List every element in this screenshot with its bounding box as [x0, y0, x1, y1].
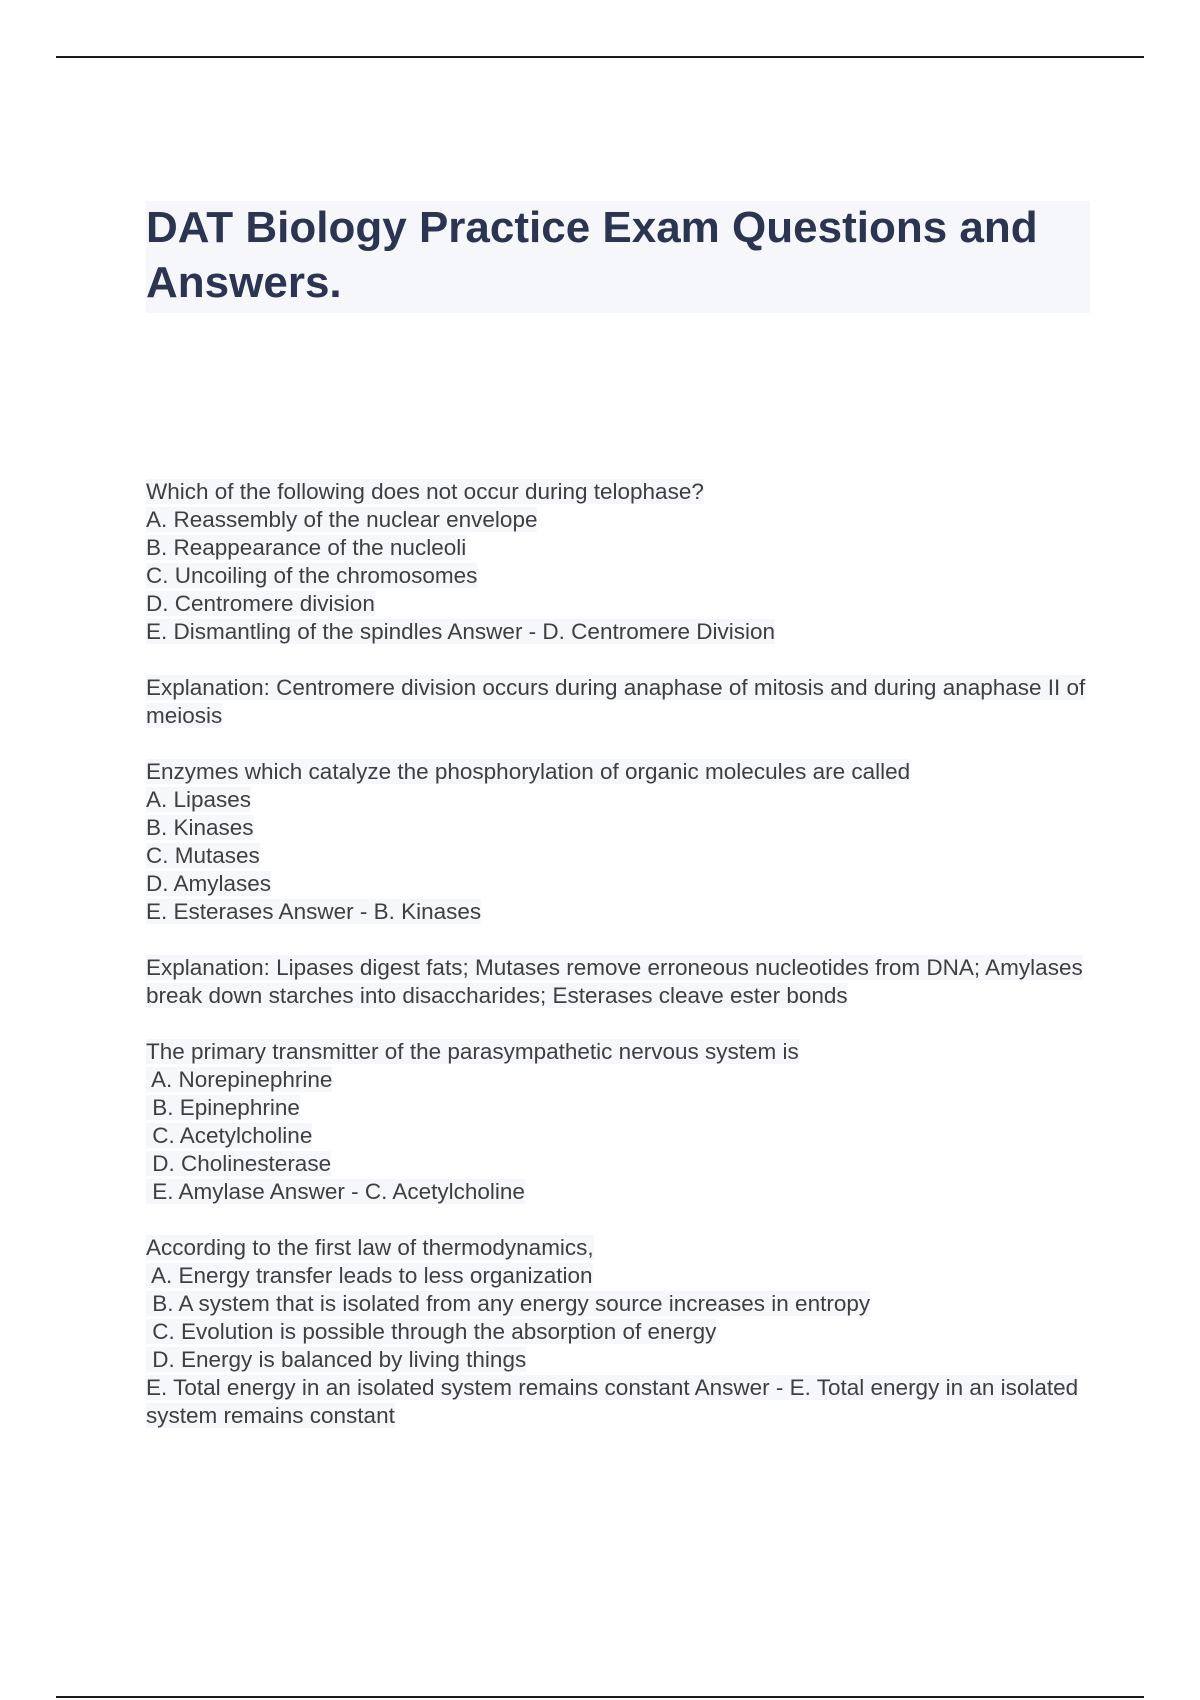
option-with-answer: E. Dismantling of the spindles Answer - D. Centromere Division: [146, 619, 776, 644]
option: B. A system that is isolated from any energy source increases in entropy: [146, 1291, 871, 1316]
option: C. Evolution is possible through the absorption of energy: [146, 1319, 717, 1344]
option: C. Uncoiling of the chromosomes: [146, 563, 478, 588]
top-rule: [56, 56, 1144, 58]
option: C. Acetylcholine: [146, 1123, 313, 1148]
question-text: Enzymes which catalyze the phosphorylation of organic molecules are called: [146, 759, 911, 784]
option: B. Epinephrine: [146, 1095, 300, 1120]
question-block: [146, 1038, 1086, 1206]
option: A. Norepinephrine: [146, 1067, 333, 1092]
question-text: The primary transmitter of the parasympathetic nervous system is: [146, 1039, 799, 1064]
bottom-rule: [56, 1696, 1144, 1698]
option: C. Mutases: [146, 843, 260, 868]
question-text: According to the first law of thermodynamics,: [146, 1235, 594, 1260]
option-with-answer: E. Esterases Answer - B. Kinases: [146, 899, 482, 924]
option-with-answer: E. Total energy in an isolated system remains constant Answer - E. Total energy in an isolated system remains constant: [146, 1375, 1079, 1428]
option: A. Energy transfer leads to less organization: [146, 1263, 593, 1288]
explanation: Explanation: Centromere division occurs during anaphase of mitosis and during anaphase II of meiosis: [146, 675, 1086, 728]
page-title: DAT Biology Practice Exam Questions and Answers.: [146, 203, 1038, 307]
question-block: [146, 1234, 1086, 1374]
question-block: [146, 758, 1086, 926]
explanation: Explanation: Lipases digest fats; Mutases remove erroneous nucleotides from DNA; Amylases break down starches into disaccharides; Esterases cleave ester bonds: [146, 955, 1083, 1008]
option: A. Lipases: [146, 787, 252, 812]
option: A. Reassembly of the nuclear envelope: [146, 507, 538, 532]
option: D. Amylases: [146, 871, 272, 896]
option-with-answer: E. Amylase Answer - C. Acetylcholine: [146, 1179, 525, 1204]
option: B. Kinases: [146, 815, 254, 840]
question-block: [146, 478, 1086, 646]
question-text: Which of the following does not occur during telophase?: [146, 479, 704, 504]
document-body: [146, 478, 1086, 1430]
option: D. Centromere division: [146, 591, 375, 616]
option: D. Energy is balanced by living things: [146, 1347, 527, 1372]
option: B. Reappearance of the nucleoli: [146, 535, 467, 560]
option: D. Cholinesterase: [146, 1151, 332, 1176]
